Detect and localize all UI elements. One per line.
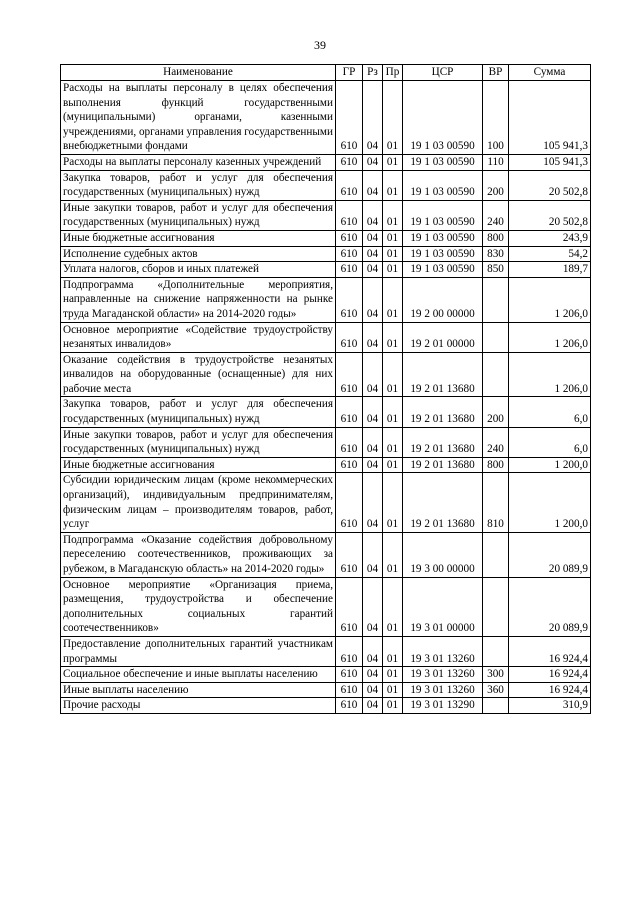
table-row xyxy=(61,322,591,352)
cell-pr: 01 xyxy=(383,682,403,698)
table-row xyxy=(61,154,591,170)
table-row xyxy=(61,277,591,322)
cell-rz: 04 xyxy=(363,200,383,230)
cell-sum: 54,2 xyxy=(509,246,591,262)
cell-pr: 01 xyxy=(383,170,403,200)
table-body xyxy=(61,81,591,714)
cell-gr: 610 xyxy=(336,667,363,683)
cell-csr: 19 2 01 00000 xyxy=(403,322,483,352)
table-row xyxy=(61,698,591,714)
cell-vr xyxy=(483,277,509,322)
cell-gr: 610 xyxy=(336,682,363,698)
table-row xyxy=(61,352,591,397)
cell-rz: 04 xyxy=(363,230,383,246)
table-row xyxy=(61,667,591,683)
cell-sum: 1 206,0 xyxy=(509,277,591,322)
cell-sum: 1 200,0 xyxy=(509,473,591,532)
cell-csr: 19 3 01 13290 xyxy=(403,698,483,714)
cell-csr: 19 2 01 13680 xyxy=(403,473,483,532)
table-row xyxy=(61,532,591,577)
cell-vr: 360 xyxy=(483,682,509,698)
cell-rz: 04 xyxy=(363,636,383,666)
cell-gr: 610 xyxy=(336,577,363,636)
cell-csr: 19 2 01 13680 xyxy=(403,457,483,473)
cell-gr: 610 xyxy=(336,230,363,246)
cell-gr: 610 xyxy=(336,427,363,457)
cell-rz: 04 xyxy=(363,427,383,457)
table-header-row xyxy=(61,65,591,81)
cell-vr xyxy=(483,322,509,352)
table-row xyxy=(61,246,591,262)
cell-csr: 19 2 01 13680 xyxy=(403,397,483,427)
cell-csr: 19 3 01 00000 xyxy=(403,577,483,636)
col-header-csr: ЦСР xyxy=(403,65,483,81)
cell-gr: 610 xyxy=(336,170,363,200)
cell-gr: 610 xyxy=(336,457,363,473)
cell-vr xyxy=(483,577,509,636)
cell-rz: 04 xyxy=(363,170,383,200)
cell-pr: 01 xyxy=(383,154,403,170)
cell-rz: 04 xyxy=(363,698,383,714)
cell-sum: 105 941,3 xyxy=(509,81,591,155)
cell-csr: 19 1 03 00590 xyxy=(403,230,483,246)
cell-csr: 19 1 03 00590 xyxy=(403,154,483,170)
cell-vr xyxy=(483,636,509,666)
cell-sum: 1 206,0 xyxy=(509,322,591,352)
cell-name: Иные закупки товаров, работ и услуг для обеспечения государственных (муниципальных) нужд xyxy=(61,200,336,230)
col-header-pr: Пр xyxy=(383,65,403,81)
cell-pr: 01 xyxy=(383,322,403,352)
cell-sum: 16 924,4 xyxy=(509,667,591,683)
cell-pr: 01 xyxy=(383,532,403,577)
cell-vr: 810 xyxy=(483,473,509,532)
cell-gr: 610 xyxy=(336,397,363,427)
cell-sum: 310,9 xyxy=(509,698,591,714)
cell-sum: 6,0 xyxy=(509,397,591,427)
cell-name: Иные бюджетные ассигнования xyxy=(61,457,336,473)
cell-name: Социальное обеспечение и иные выплаты населению xyxy=(61,667,336,683)
cell-pr: 01 xyxy=(383,636,403,666)
cell-rz: 04 xyxy=(363,457,383,473)
cell-name: Оказание содействия в трудоустройстве незанятых инвалидов на оборудованные (оснащенные) для них рабочие места xyxy=(61,352,336,397)
cell-name: Расходы на выплаты персоналу в целях обеспечения выполнения функций государственными (муниципальными) органами, казенными учреждениями, органами управления государственными внебюджетными фондами xyxy=(61,81,336,155)
col-header-name: Наименование xyxy=(61,65,336,81)
cell-gr: 610 xyxy=(336,532,363,577)
cell-vr: 240 xyxy=(483,200,509,230)
cell-csr: 19 3 01 13260 xyxy=(403,682,483,698)
cell-name: Иные бюджетные ассигнования xyxy=(61,230,336,246)
cell-csr: 19 3 01 13260 xyxy=(403,636,483,666)
cell-gr: 610 xyxy=(336,698,363,714)
cell-sum: 20 089,9 xyxy=(509,532,591,577)
cell-rz: 04 xyxy=(363,277,383,322)
cell-name: Уплата налогов, сборов и иных платежей xyxy=(61,262,336,278)
col-header-vr: ВР xyxy=(483,65,509,81)
cell-csr: 19 1 03 00590 xyxy=(403,246,483,262)
cell-rz: 04 xyxy=(363,532,383,577)
cell-name: Закупка товаров, работ и услуг для обеспечения государственных (муниципальных) нужд xyxy=(61,397,336,427)
cell-vr: 200 xyxy=(483,397,509,427)
table-row xyxy=(61,636,591,666)
table-row xyxy=(61,473,591,532)
cell-rz: 04 xyxy=(363,352,383,397)
cell-gr: 610 xyxy=(336,200,363,230)
cell-vr: 800 xyxy=(483,457,509,473)
cell-vr: 100 xyxy=(483,81,509,155)
cell-name: Предоставление дополнительных гарантий участникам программы xyxy=(61,636,336,666)
cell-csr: 19 2 00 00000 xyxy=(403,277,483,322)
cell-vr xyxy=(483,698,509,714)
cell-sum: 16 924,4 xyxy=(509,682,591,698)
cell-name: Подпрограмма «Дополнительные мероприятия, направленные на снижение напряженности на рынке труда Магаданской области» на 2014-2020 годы» xyxy=(61,277,336,322)
cell-sum: 105 941,3 xyxy=(509,154,591,170)
cell-gr: 610 xyxy=(336,636,363,666)
cell-csr: 19 1 03 00590 xyxy=(403,262,483,278)
cell-pr: 01 xyxy=(383,262,403,278)
cell-sum: 20 502,8 xyxy=(509,200,591,230)
cell-gr: 610 xyxy=(336,473,363,532)
cell-rz: 04 xyxy=(363,473,383,532)
cell-rz: 04 xyxy=(363,322,383,352)
table-row xyxy=(61,397,591,427)
table-row xyxy=(61,170,591,200)
cell-gr: 610 xyxy=(336,81,363,155)
cell-pr: 01 xyxy=(383,698,403,714)
cell-pr: 01 xyxy=(383,352,403,397)
table-row xyxy=(61,682,591,698)
cell-rz: 04 xyxy=(363,81,383,155)
cell-gr: 610 xyxy=(336,352,363,397)
table-row xyxy=(61,230,591,246)
cell-vr: 850 xyxy=(483,262,509,278)
cell-sum: 20 502,8 xyxy=(509,170,591,200)
cell-vr: 110 xyxy=(483,154,509,170)
cell-name: Субсидии юридическим лицам (кроме некоммерческих организаций), индивидуальным предпринимателям, физическим лицам – производителям товаров, работ, услуг xyxy=(61,473,336,532)
cell-csr: 19 1 03 00590 xyxy=(403,170,483,200)
cell-csr: 19 1 03 00590 xyxy=(403,200,483,230)
cell-csr: 19 2 01 13680 xyxy=(403,427,483,457)
cell-name: Подпрограмма «Оказание содействия добровольному переселению соотечественников, проживающих за рубежом, в Магаданскую область» на 2014-2020 годы» xyxy=(61,532,336,577)
cell-vr xyxy=(483,532,509,577)
cell-vr: 240 xyxy=(483,427,509,457)
cell-name: Иные закупки товаров, работ и услуг для обеспечения государственных (муниципальных) нужд xyxy=(61,427,336,457)
col-header-rz: Рз xyxy=(363,65,383,81)
cell-rz: 04 xyxy=(363,577,383,636)
cell-sum: 243,9 xyxy=(509,230,591,246)
cell-pr: 01 xyxy=(383,473,403,532)
cell-rz: 04 xyxy=(363,397,383,427)
cell-sum: 189,7 xyxy=(509,262,591,278)
cell-csr: 19 3 01 13260 xyxy=(403,667,483,683)
cell-name: Закупка товаров, работ и услуг для обеспечения государственных (муниципальных) нужд xyxy=(61,170,336,200)
cell-pr: 01 xyxy=(383,577,403,636)
cell-gr: 610 xyxy=(336,154,363,170)
cell-rz: 04 xyxy=(363,667,383,683)
cell-pr: 01 xyxy=(383,230,403,246)
cell-pr: 01 xyxy=(383,200,403,230)
cell-csr: 19 2 01 13680 xyxy=(403,352,483,397)
cell-sum: 16 924,4 xyxy=(509,636,591,666)
cell-name: Основное мероприятие «Организация приема, размещения, трудоустройства и обеспечение дополнительных социальных гарантий соотечественников» xyxy=(61,577,336,636)
cell-pr: 01 xyxy=(383,397,403,427)
cell-vr: 300 xyxy=(483,667,509,683)
col-header-sum: Сумма xyxy=(509,65,591,81)
table-row xyxy=(61,457,591,473)
cell-vr: 800 xyxy=(483,230,509,246)
cell-sum: 1 206,0 xyxy=(509,352,591,397)
cell-sum: 6,0 xyxy=(509,427,591,457)
cell-vr xyxy=(483,352,509,397)
cell-rz: 04 xyxy=(363,682,383,698)
cell-pr: 01 xyxy=(383,246,403,262)
cell-name: Прочие расходы xyxy=(61,698,336,714)
cell-csr: 19 3 00 00000 xyxy=(403,532,483,577)
cell-name: Исполнение судебных актов xyxy=(61,246,336,262)
cell-name: Расходы на выплаты персоналу казенных учреждений xyxy=(61,154,336,170)
cell-name: Иные выплаты населению xyxy=(61,682,336,698)
table-row xyxy=(61,262,591,278)
cell-rz: 04 xyxy=(363,246,383,262)
table-row xyxy=(61,577,591,636)
table-row xyxy=(61,200,591,230)
cell-gr: 610 xyxy=(336,322,363,352)
cell-sum: 1 200,0 xyxy=(509,457,591,473)
cell-gr: 610 xyxy=(336,262,363,278)
cell-rz: 04 xyxy=(363,262,383,278)
cell-pr: 01 xyxy=(383,427,403,457)
cell-gr: 610 xyxy=(336,277,363,322)
page-number: 39 xyxy=(314,38,326,52)
cell-vr: 200 xyxy=(483,170,509,200)
col-header-gr: ГР xyxy=(336,65,363,81)
cell-csr: 19 1 03 00590 xyxy=(403,81,483,155)
cell-pr: 01 xyxy=(383,277,403,322)
cell-rz: 04 xyxy=(363,154,383,170)
table-row xyxy=(61,427,591,457)
cell-sum: 20 089,9 xyxy=(509,577,591,636)
cell-gr: 610 xyxy=(336,246,363,262)
cell-pr: 01 xyxy=(383,457,403,473)
budget-table xyxy=(60,64,591,714)
cell-vr: 830 xyxy=(483,246,509,262)
cell-pr: 01 xyxy=(383,81,403,155)
table-row xyxy=(61,81,591,155)
cell-pr: 01 xyxy=(383,667,403,683)
cell-name: Основное мероприятие «Содействие трудоустройству незанятых инвалидов» xyxy=(61,322,336,352)
